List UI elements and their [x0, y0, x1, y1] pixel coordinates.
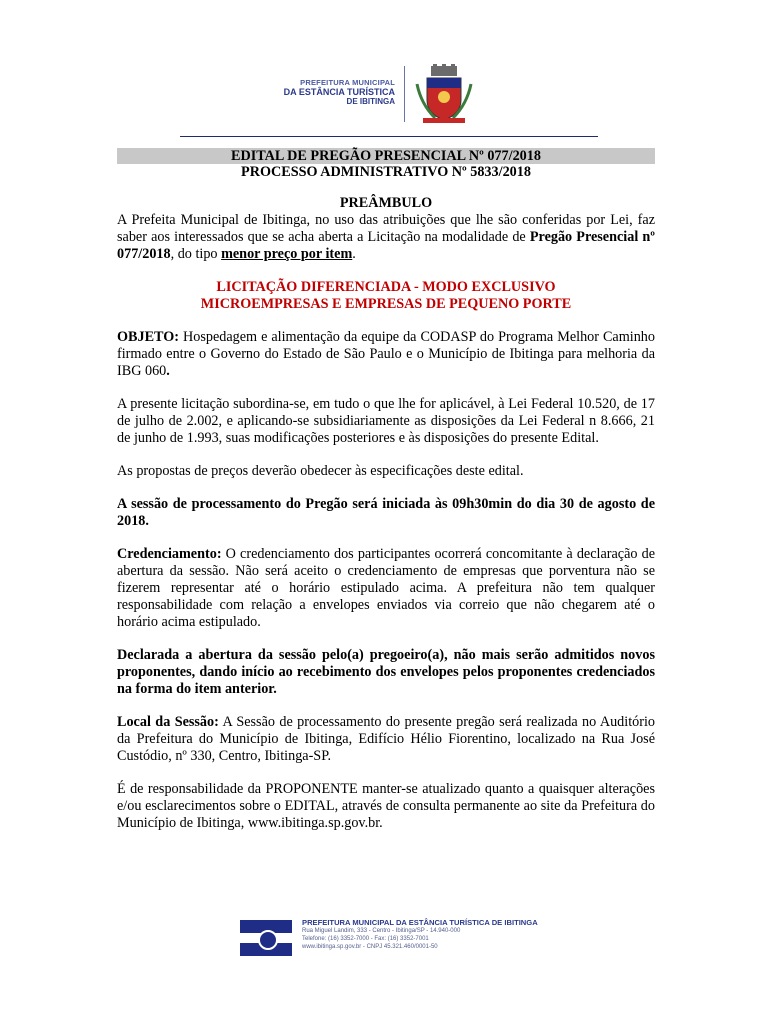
coat-of-arms-icon	[415, 64, 473, 124]
document-body	[117, 148, 655, 832]
propostas-paragraph: As propostas de preços deverão obedecer às especificações deste edital.	[117, 463, 524, 479]
sessao-paragraph: A sessão de processamento do Pregão será iniciada às 09h30min do dia 30 de agosto de 2018.	[117, 496, 655, 529]
footer-site: www.ibitinga.sp.gov.br - CNPJ 45.321.460/0001-50	[302, 944, 438, 950]
footer	[240, 918, 580, 958]
edital-title: EDITAL DE PREGÃO PRESENCIAL Nº 077/2018	[117, 148, 655, 164]
wordmark-line-3: DE IBITINGA	[346, 97, 395, 106]
declarada-paragraph: Declarada a abertura da sessão pelo(a) pregoeiro(a), não mais serão admitidos novos proponentes, dando início ao recebimento dos envelopes pelos proponentes credenciados na forma do item anterior.	[117, 647, 655, 697]
preambulo-text: A Prefeita Municipal de Ibitinga, no uso das atribuições que lhe são conferidas por Lei, faz saber aos interessados que se acha aberta a Licitação na modalidade de Pregão Presencial nº 077/2018, do tipo menor preço por item.	[117, 212, 655, 262]
footer-title: PREFEITURA MUNICIPAL DA ESTÂNCIA TURÍSTICA DE IBITINGA	[302, 918, 538, 927]
credenciamento-paragraph: Credenciamento: O credenciamento dos participantes ocorrerá concomitante à declaração de abertura da sessão. Não será aceito o credenciamento de empresas que porventura não se fizerem representar até o horário estipulado acima. A prefeitura não tem qualquer responsabilidade com relação a envelopes enviados via correio que não chegarem até o horário acima estipulado.	[117, 546, 655, 630]
objeto-paragraph: OBJETO: Hospedagem e alimentação da equipe da CODASP do Programa Melhor Caminho firmado entre o Governo do Estado de São Paulo e o Município de Ibitinga para melhoria da IBG 060.	[117, 329, 655, 379]
wordmark-line-2: DA ESTÂNCIA TURÍSTICA	[283, 87, 395, 97]
prefeitura-wordmark	[270, 78, 395, 106]
licitacao-line-2: MICROEMPRESAS E EMPRESAS DE PEQUENO PORTE	[200, 296, 572, 312]
header-divider	[404, 66, 405, 122]
header-logo	[270, 62, 500, 122]
licitacao-line-1: LICITAÇÃO DIFERENCIADA - MODO EXCLUSIVO	[216, 279, 556, 295]
header-rule	[180, 136, 598, 137]
processo-title: PROCESSO ADMINISTRATIVO Nº 5833/2018	[241, 164, 531, 180]
footer-text	[302, 918, 582, 951]
footer-phone: Telefone: (16) 3352-7000 - Fax: (16) 3352-7001	[302, 936, 429, 942]
wordmark-line-1: PREFEITURA MUNICIPAL	[300, 78, 395, 87]
local-paragraph: Local da Sessão: A Sessão de processamento do presente pregão será realizada no Auditório da Prefeitura do Município de Ibitinga, Edifício Hélio Fiorentino, localizado na Rua José Custódio, nº 330, Centro, Ibitinga-SP.	[117, 714, 656, 764]
responsabilidade-paragraph: É de responsabilidade da PROPONENTE manter-se atualizado quanto a quaisquer alterações e/ou esclarecimentos sobre o EDITAL, através de consulta permanente ao site da Prefeitura do Município de Ibitinga, www.ibitinga.sp.gov.br.	[117, 781, 655, 831]
subordina-paragraph: A presente licitação subordina-se, em tudo o que lhe for aplicável, à Lei Federal 10.520, de 17 de julho de 2.002, e aplicando-se subsidiariamente as disposições da Lei Federal n 8.666, 21 de junho de 1.993, suas modificações posteriores e às disposições do presente Edital.	[117, 396, 655, 446]
preambulo-heading: PREÂMBULO	[339, 195, 433, 211]
municipal-flag-icon	[240, 920, 292, 956]
footer-address: Rua Miguel Landim, 333 - Centro - Ibitinga/SP - 14.940-000	[302, 928, 461, 934]
